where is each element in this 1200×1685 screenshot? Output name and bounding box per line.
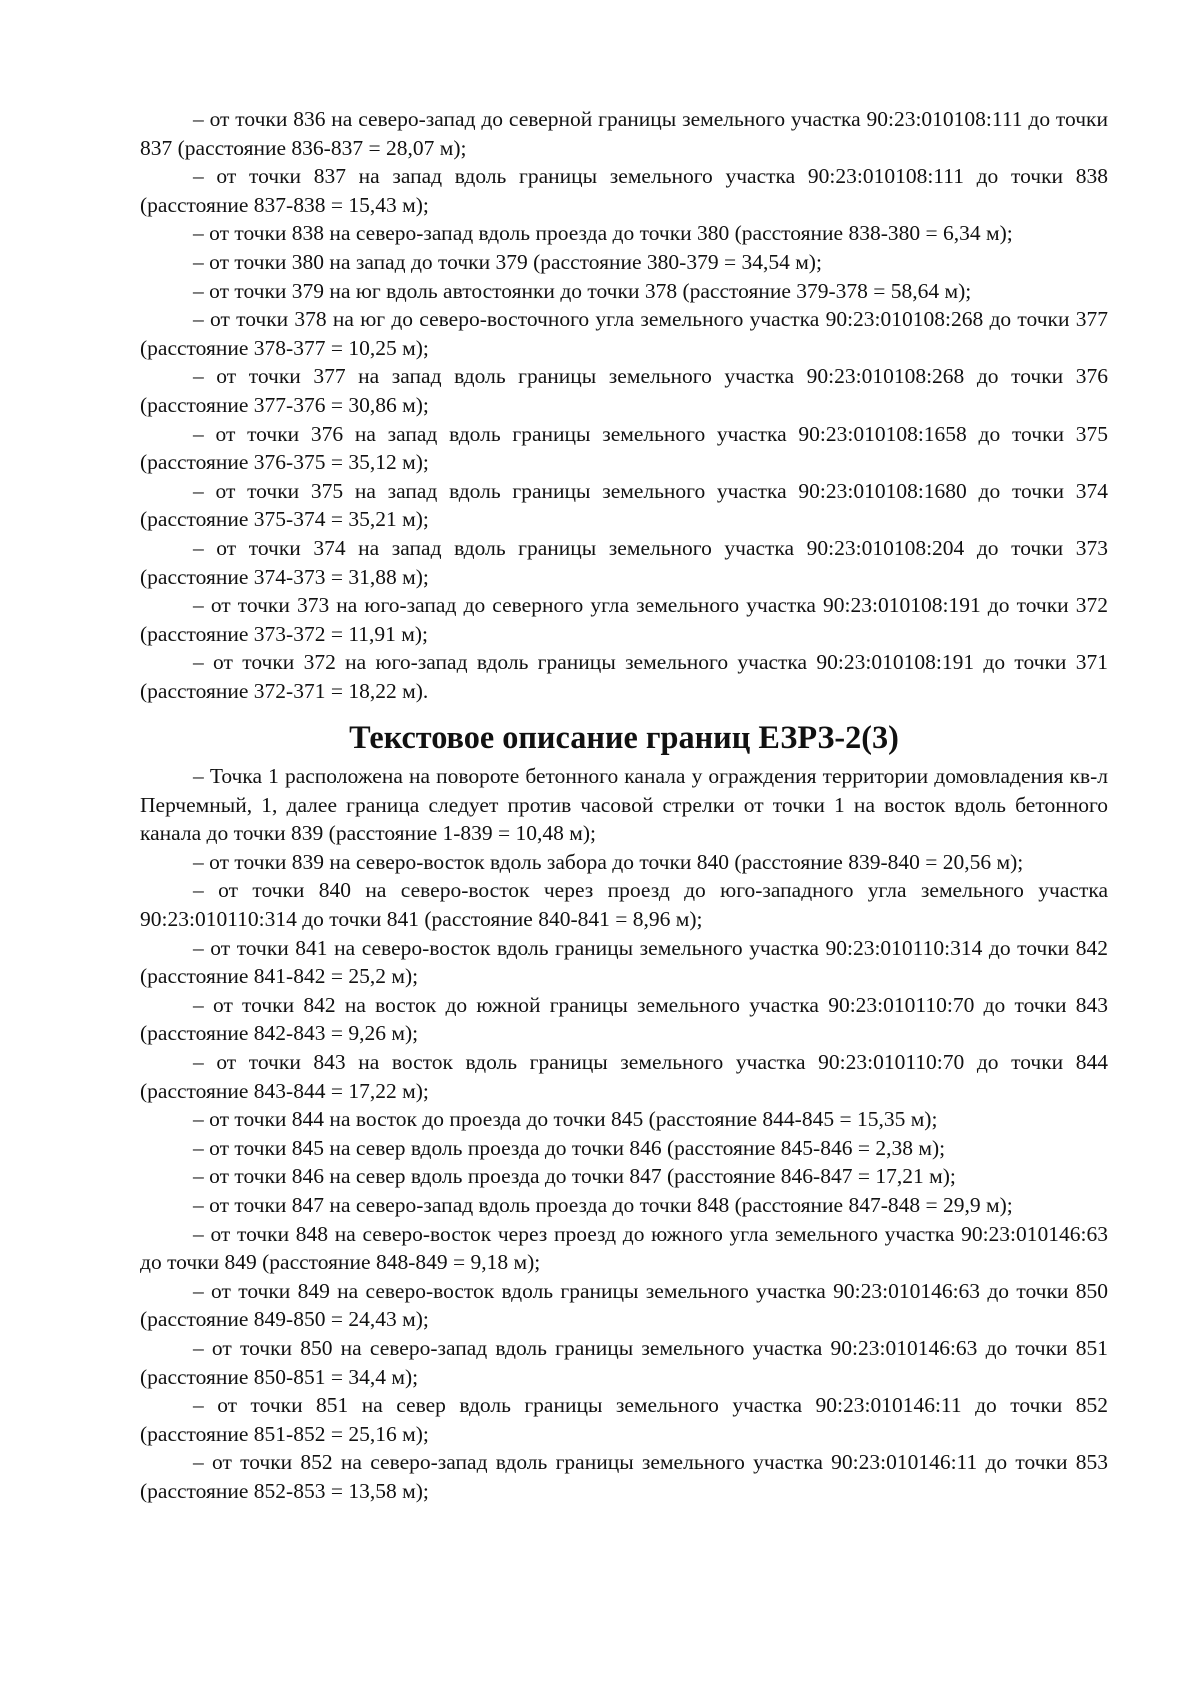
paragraph: – от точки 379 на юг вдоль автостоянки до точки 378 (расстояние 379-378 = 58,64 м); — [193, 278, 972, 303]
paragraph: – от точки 373 на юго-запад до северного угла земельного участка 90:23:010108:191 до точки 372 (расстояние 373-372 = 11,91 м); — [140, 593, 1108, 646]
paragraph: – от точки 844 на восток до проезда до точки 845 (расстояние 844-845 = 15,35 м); — [193, 1107, 938, 1132]
paragraph: – от точки 838 на северо-запад вдоль проезда до точки 380 (расстояние 838-380 = 6,34 м); — [193, 221, 1013, 246]
section-ezrz-2-3-boundaries — [140, 762, 1108, 1505]
paragraph: – от точки 849 на северо-восток вдоль границы земельного участка 90:23:010146:63 до точки 850 (расстояние 849-850 = 24,43 м); — [140, 1278, 1108, 1332]
paragraph: – от точки 842 на восток до южной границы земельного участка 90:23:010110:70 до точки 843 (расстояние 842-843 = 9,26 м); — [140, 992, 1108, 1046]
paragraph: – от точки 846 на север вдоль проезда до точки 847 (расстояние 846-847 = 17,21 м); — [193, 1164, 956, 1189]
paragraph: – от точки 839 на северо-восток вдоль забора до точки 840 (расстояние 839-840 = 20,56 м); — [193, 849, 1024, 874]
paragraph: – от точки 374 на запад вдоль границы земельного участка 90:23:010108:204 до точки 373 (расстояние 374-373 = 31,88 м); — [140, 535, 1108, 589]
paragraph: – от точки 851 на север вдоль границы земельного участка 90:23:010146:11 до точки 852 (расстояние 851-852 = 25,16 м); — [140, 1393, 1108, 1446]
paragraph: – от точки 376 на запад вдоль границы земельного участка 90:23:010108:1658 до точки 375 (расстояние 376-375 = 35,12 м); — [140, 421, 1108, 475]
paragraph: – от точки 836 на северо-запад до северной границы земельного участка 90:23:010108:111 до точки 837 (расстояние 836-837 = 28,07 м); — [140, 107, 1108, 160]
paragraph: – от точки 372 на юго-запад вдоль границы земельного участка 90:23:010108:191 до точки 371 (расстояние 372-371 = 18,22 м). — [140, 650, 1108, 703]
paragraph: – от точки 848 на северо-восток через проезд до южного угла земельного участка 90:23:010146:63 до точки 849 (расстояние 848-849 = 9,18 м); — [140, 1221, 1108, 1275]
paragraph: – от точки 837 на запад вдоль границы земельного участка 90:23:010108:111 до точки 838 (расстояние 837-838 = 15,43 м); — [140, 164, 1108, 217]
paragraph: – от точки 377 на запад вдоль границы земельного участка 90:23:010108:268 до точки 376 (расстояние 377-376 = 30,86 м); — [140, 364, 1108, 417]
paragraph: – от точки 852 на северо-запад вдоль границы земельного участка 90:23:010146:11 до точки 853 (расстояние 852-853 = 13,58 м); — [140, 1450, 1108, 1503]
paragraph: – Точка 1 расположена на повороте бетонного канала у ограждения территории домовладения кв-л Перчемный, 1, далее граница следует против часовой стрелки от точки 1 на восток вдоль бетонного канала до точки 839 (расстояние 1-839 = 10,48 м); — [140, 764, 1108, 846]
paragraph: – от точки 380 на запад до точки 379 (расстояние 380-379 = 34,54 м); — [193, 249, 822, 274]
paragraph: – от точки 850 на северо-запад вдоль границы земельного участка 90:23:010146:63 до точки 851 (расстояние 850-851 = 34,4 м); — [140, 1335, 1108, 1389]
paragraph: – от точки 843 на восток вдоль границы земельного участка 90:23:010110:70 до точки 844 (расстояние 843-844 = 17,22 м); — [140, 1050, 1108, 1103]
paragraph: – от точки 841 на северо-восток вдоль границы земельного участка 90:23:010110:314 до точки 842 (расстояние 841-842 = 25,2 м); — [140, 935, 1108, 989]
paragraph: – от точки 847 на северо-запад вдоль проезда до точки 848 (расстояние 847-848 = 29,9 м); — [193, 1192, 1013, 1217]
section-heading: Текстовое описание границ ЕЗРЗ-2(3) — [349, 719, 899, 756]
paragraph: – от точки 375 на запад вдоль границы земельного участка 90:23:010108:1680 до точки 374 (расстояние 375-374 = 35,21 м); — [140, 478, 1108, 532]
paragraph: – от точки 840 на северо-восток через проезд до юго-западного угла земельного участка 90:23:010110:314 до точки 841 (расстояние 840-841 = 8,96 м); — [140, 878, 1108, 932]
section-boundary-points-continued — [140, 105, 1108, 705]
paragraph: – от точки 845 на север вдоль проезда до точки 846 (расстояние 845-846 = 2,38 м); — [193, 1135, 946, 1160]
paragraph: – от точки 378 на юг до северо-восточного угла земельного участка 90:23:010108:268 до точки 377 (расстояние 378-377 = 10,25 м); — [140, 307, 1108, 360]
